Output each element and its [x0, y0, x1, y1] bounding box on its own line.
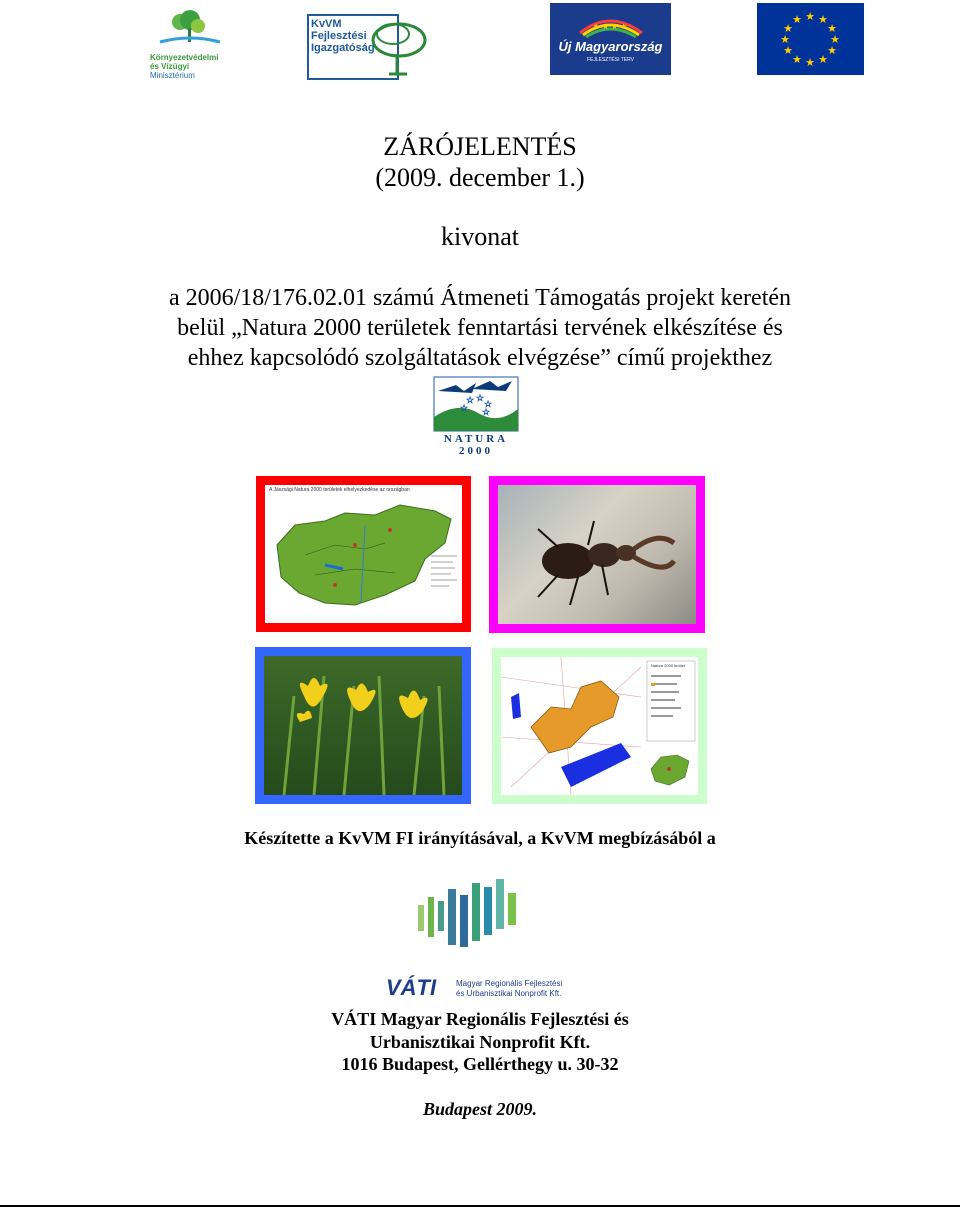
org-line-1: VÁTI Magyar Regionális Fejlesztési és — [331, 1009, 629, 1029]
svg-text:☆: ☆ — [481, 407, 491, 417]
svg-text:★ ★ ★ ★: ★ ★ ★ ★ — [592, 22, 628, 31]
document-date: (2009. december 1.) — [375, 163, 585, 192]
document-title: ZÁRÓJELENTÉS — [383, 132, 577, 161]
vati-bars-icon — [416, 879, 526, 959]
place-date: Budapest 2009. — [422, 1099, 537, 1119]
kvm-line1: Környezetvédelmi — [150, 53, 219, 62]
natura-birds-icon — [428, 373, 524, 433]
vati-logo-word: VÁTI — [386, 975, 437, 1000]
document-subtitle: kivonat — [441, 222, 519, 251]
svg-text:★: ★ — [827, 45, 837, 57]
kvvm-line3: Igazgatóság — [311, 42, 375, 54]
svg-text:★: ★ — [827, 23, 837, 35]
natura-logo-text: NATURA 2000 — [443, 433, 509, 457]
iris-flowers-icon — [264, 656, 462, 795]
description-line-1: a 2006/18/176.02.01 számú Átmeneti Támogatás projekt keretén — [168, 285, 792, 311]
svg-text:★: ★ — [792, 14, 802, 26]
svg-text:★: ★ — [818, 54, 828, 66]
kvvm-line2: Fejlesztési — [311, 30, 367, 42]
svg-text:★: ★ — [792, 54, 802, 66]
svg-text:☆: ☆ — [483, 399, 493, 409]
svg-text:★: ★ — [805, 57, 815, 69]
org-address: 1016 Budapest, Gellérthegy u. 30-32 — [341, 1054, 619, 1074]
svg-text:★: ★ — [780, 34, 790, 46]
kvvm-line1: KvVM — [311, 18, 342, 30]
tree-icon — [150, 8, 240, 48]
org-line-2: Urbanisztikai Nonprofit Kft. — [369, 1032, 591, 1052]
svg-text:☆: ☆ — [459, 403, 469, 413]
description-line-3: ehhez kapcsolódó szolgáltatások elvégzése” című projekthez — [187, 345, 773, 371]
hungary-shape-icon — [265, 485, 462, 623]
kvm-line3: Minisztérium — [150, 71, 195, 80]
vati-logo — [360, 873, 603, 1003]
svg-text:☆: ☆ — [465, 395, 475, 405]
beetle-icon — [498, 485, 696, 624]
svg-text:★: ★ — [783, 23, 793, 35]
stag-beetle-image — [489, 476, 705, 633]
svg-text:★: ★ — [783, 45, 793, 57]
svg-text:☆: ☆ — [475, 393, 485, 403]
hungary-map-image — [256, 476, 471, 632]
yellow-iris-image — [255, 647, 471, 804]
kvm-line2: és Vízügyi — [150, 62, 190, 71]
bottom-rule — [0, 1205, 960, 1207]
description-line-2: belül „Natura 2000 területek fenntartási tervének elkészítése és — [177, 315, 783, 341]
kvm-logo — [150, 8, 240, 80]
site-map-image — [492, 648, 707, 804]
umft-logo — [550, 3, 671, 75]
site-map-legend-title: Natura 2000 terület — [651, 663, 686, 668]
site-area-map-icon — [501, 657, 698, 795]
eu-flag-icon — [757, 3, 864, 75]
svg-text:★: ★ — [805, 11, 815, 23]
umft-text: Új Magyarország — [558, 39, 663, 54]
kvvm-fi-logo — [307, 14, 429, 80]
natura-2000-logo — [428, 373, 524, 457]
vati-logo-line2: és Urbanisztikai Nonprofit Kft. — [456, 989, 562, 998]
prepared-by: Készítette a KvVM FI irányításával, a KvVM megbízásából a — [244, 828, 716, 848]
umft-sub: FEJLESZTÉSI TERV — [586, 57, 635, 63]
vati-logo-line1: Magyar Regionális Fejlesztési — [456, 979, 563, 988]
svg-text:★: ★ — [818, 14, 828, 26]
svg-text:★: ★ — [830, 34, 840, 46]
map-caption: A Jászsági Natura 2000 területek elhelyezkedése az országban — [269, 487, 410, 493]
